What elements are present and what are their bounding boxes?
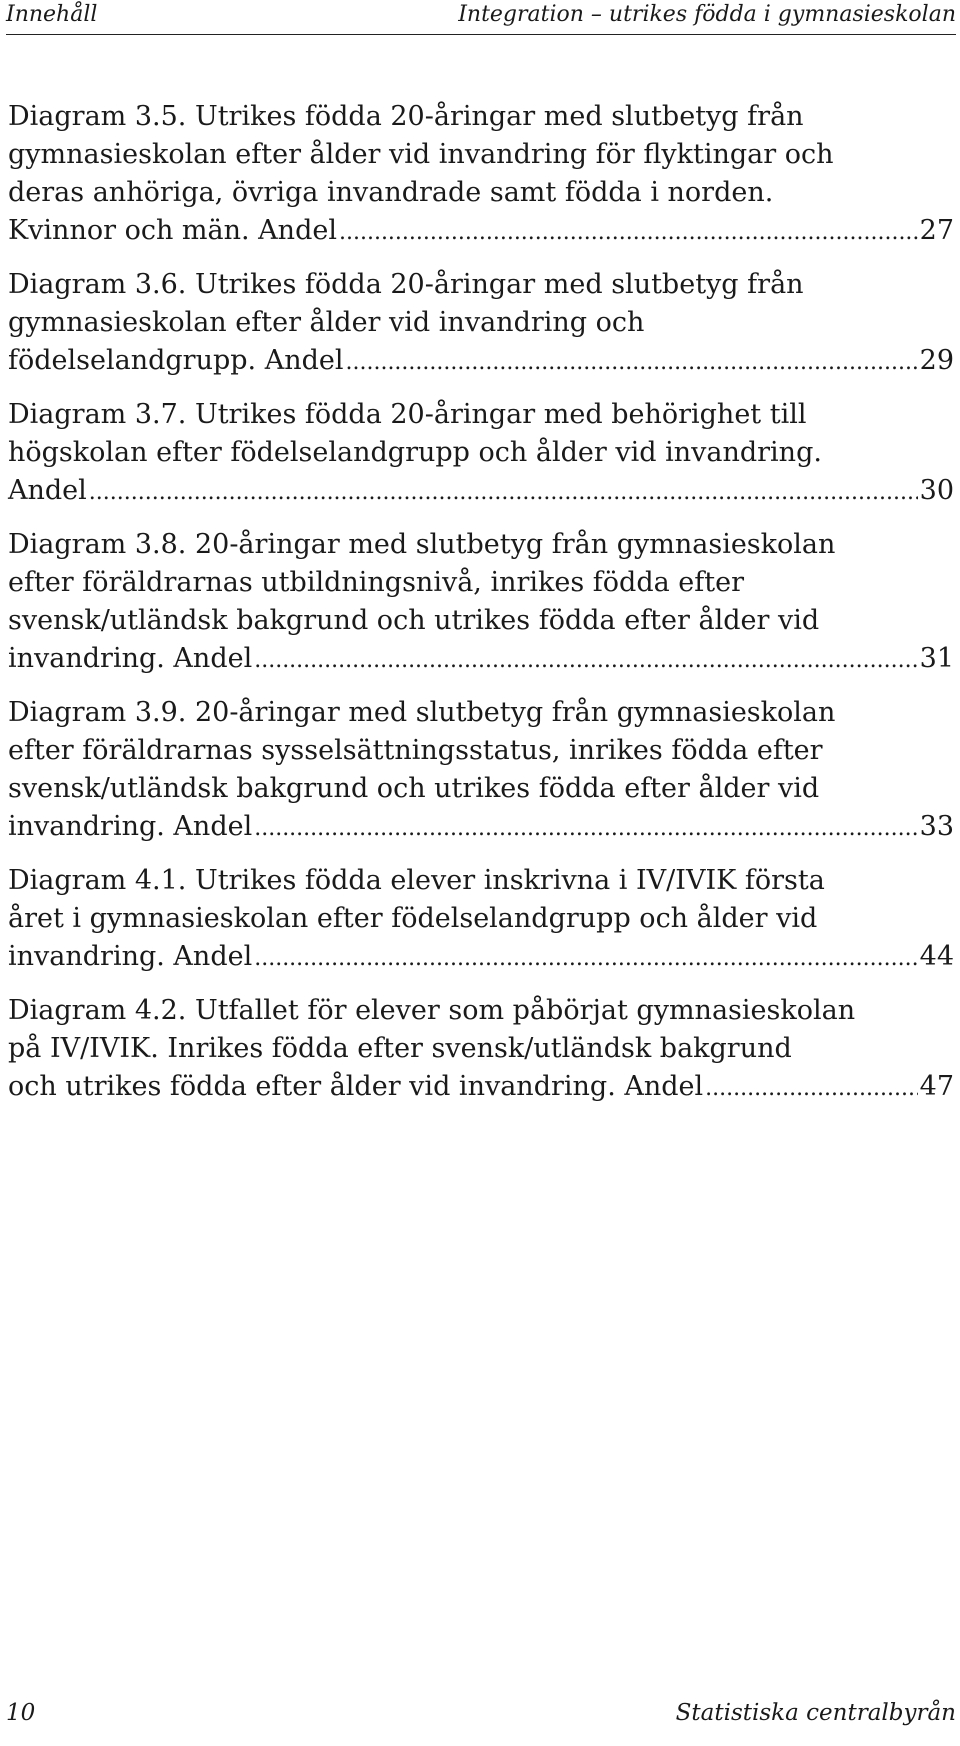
header-document-title: Integration – utrikes födda i gymnasieskolan [458,2,956,27]
toc-entry-line: efter föräldrarnas utbildningsnivå, inrikes födda efter [8,567,745,598]
toc-entry-line: Diagram 3.5. Utrikes födda 20-åringar med slutbetyg från [8,101,804,132]
running-header [6,0,956,35]
toc-entry[interactable] [8,992,954,1108]
toc-entry-line: svensk/utländsk bakgrund och utrikes födda efter ålder vid [8,605,820,636]
toc-entry-line: gymnasieskolan efter ålder vid invandring för flyktingar och [8,139,834,170]
toc-entry-line: deras anhöriga, övriga invandrade samt födda i norden. [8,177,774,208]
toc-entry-line: gymnasieskolan efter ålder vid invandring och [8,307,645,338]
toc-page-number: 44 [919,941,954,972]
dot-leader [254,642,917,680]
toc-entry-line: Diagram 3.8. 20-åringar med slutbetyg från gymnasieskolan [8,529,836,560]
toc-entry[interactable] [8,694,954,848]
toc-page-number: 47 [919,1071,954,1102]
toc-entry[interactable] [8,266,954,382]
toc-page-number: 31 [919,643,954,674]
dot-leader [705,1070,917,1108]
toc-entry-line: Diagram 3.6. Utrikes födda 20-åringar med slutbetyg från [8,269,804,300]
dot-leader [254,810,917,848]
toc-entry-line: högskolan efter födelselandgrupp och ålder vid invandring. [8,437,822,468]
toc-entry-final-line [8,212,954,252]
toc-entry-line: och utrikes födda efter ålder vid invandring. Andel [8,1071,704,1102]
toc-page-number: 33 [919,811,954,842]
toc-entry-line: Diagram 3.9. 20-åringar med slutbetyg från gymnasieskolan [8,697,836,728]
toc-entry-line: Diagram 4.2. Utfallet för elever som påbörjat gymnasieskolan [8,995,856,1026]
footer-publisher: Statistiska centralbyrån [675,1700,956,1726]
toc-entry-line: svensk/utländsk bakgrund och utrikes födda efter ålder vid [8,773,820,804]
toc-entry-final-line [8,808,954,848]
toc-entry-line: på IV/IVIK. Inrikes födda efter svensk/utländsk bakgrund [8,1033,792,1064]
toc-page-number: 27 [919,215,954,246]
table-of-contents [8,98,954,1122]
toc-entry-line: Diagram 4.1. Utrikes födda elever inskrivna i IV/IVIK första [8,865,825,896]
toc-entry-final-line [8,938,954,978]
dot-leader [339,214,918,252]
toc-entry-final-line [8,1068,954,1108]
toc-entry-line: året i gymnasieskolan efter födelselandgrupp och ålder vid [8,903,818,934]
toc-entry-final-line [8,472,954,512]
toc-entry-line: invandring. Andel [8,811,253,842]
toc-entry[interactable] [8,862,954,978]
footer-page-number: 10 [6,1700,36,1726]
toc-entry-line: Andel [8,475,87,506]
dot-leader [345,344,917,382]
toc-entry-final-line [8,342,954,382]
header-section-title: Innehåll [6,2,98,27]
toc-entry-line: efter föräldrarnas sysselsättningsstatus, inrikes födda efter [8,735,823,766]
toc-entry-line: invandring. Andel [8,643,253,674]
dot-leader [254,940,917,978]
toc-page-number: 30 [919,475,954,506]
toc-entry[interactable] [8,396,954,512]
dot-leader [89,474,918,512]
toc-entry-line: Kvinnor och män. Andel [8,215,337,246]
toc-entry-line: Diagram 3.7. Utrikes födda 20-åringar med behörighet till [8,399,807,430]
toc-entry[interactable] [8,98,954,252]
toc-page-number: 29 [919,345,954,376]
toc-entry-line: invandring. Andel [8,941,253,972]
toc-entry[interactable] [8,526,954,680]
toc-entry-final-line [8,640,954,680]
toc-entry-line: födelselandgrupp. Andel [8,345,344,376]
